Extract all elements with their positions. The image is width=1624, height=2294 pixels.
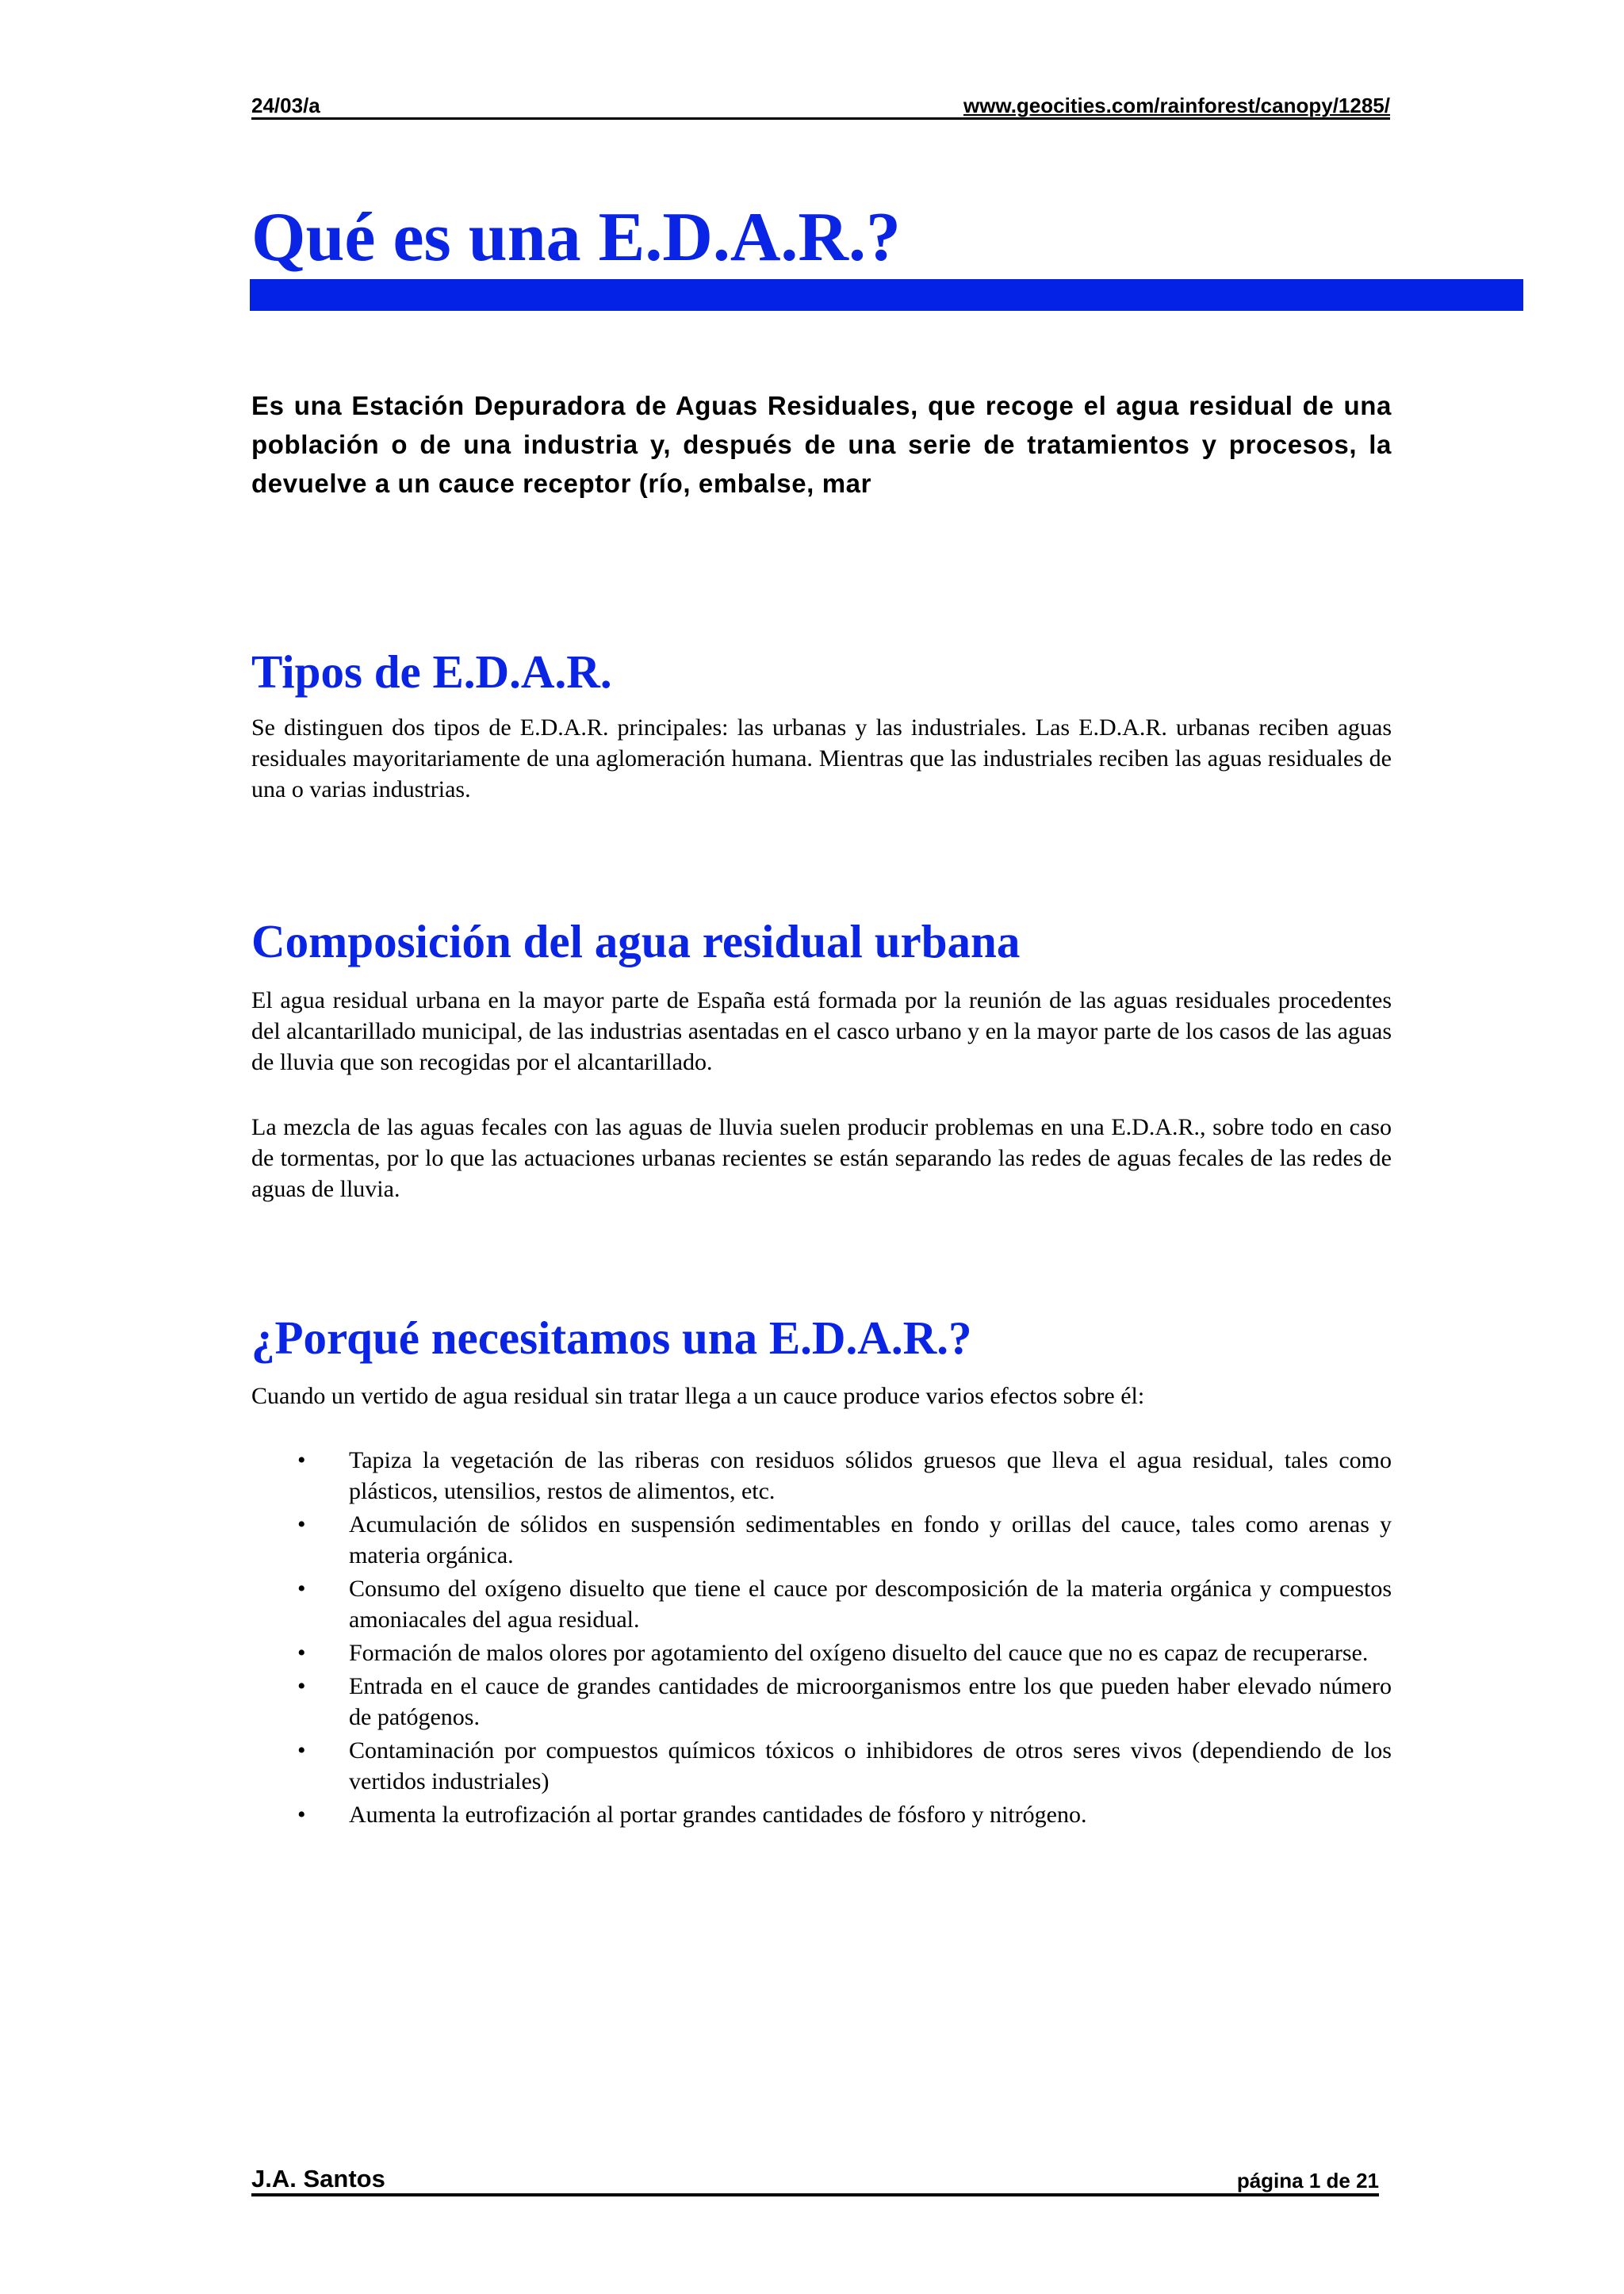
page-title: Qué es una E.D.A.R.? — [251, 199, 901, 276]
list-item — [251, 1799, 1392, 1830]
bullet-icon: • — [297, 1511, 306, 1538]
composicion-paragraph-2: La mezcla de las aguas fecales con las aguas de lluvia suelen producir problemas en una E.D.A.R., sobre todo en caso de tormentas, por lo que las actuaciones urbanas recientes se están separando las redes de aguas fecales de las redes de aguas de lluvia. — [251, 1114, 1392, 1202]
header-url: www.geocities.com/rainforest/canopy/1285/ — [963, 94, 1390, 117]
list-item — [251, 1735, 1392, 1797]
bullet-icon: • — [297, 1576, 306, 1602]
list-item-text: Acumulación de sólidos en suspensión sedimentables en fondo y orillas del cauce, tales como arenas y materia orgánica. — [349, 1511, 1392, 1568]
porque-paragraph: Cuando un vertido de agua residual sin tratar llega a un cauce produce varios efectos sobre él: — [251, 1383, 1145, 1409]
list-item — [251, 1509, 1392, 1571]
page-footer — [251, 2165, 1379, 2196]
heading-composicion: Composición del agua residual urbana — [251, 915, 1021, 967]
heading-tipos: Tipos de E.D.A.R. — [251, 645, 612, 698]
composicion-paragraph-1: El agua residual urbana en la mayor parte de España está formada por la reunión de las aguas residuales procedentes del alcantarillado municipal, de las industrias asentadas en el casco urbano y en la mayor parte de los casos de las aguas de lluvia que son recogidas por el alcantarillado. — [251, 987, 1392, 1075]
bullet-icon: • — [297, 1673, 306, 1699]
list-item-text: Contaminación por compuestos químicos tóxicos o inhibidores de otros seres vivos (dependiendo de los vertidos industriales) — [349, 1737, 1392, 1794]
list-item-text: Tapiza la vegetación de las riberas con residuos sólidos gruesos que lleva el agua residual, tales como plásticos, utensilios, restos de alimentos, etc. — [349, 1447, 1392, 1504]
list-item-text: Formación de malos olores por agotamiento del oxígeno disuelto del cauce que no es capaz de recuperarse. — [349, 1640, 1369, 1666]
list-item — [251, 1445, 1392, 1507]
bullet-icon: • — [297, 1802, 306, 1828]
list-item — [251, 1637, 1392, 1668]
page-header — [251, 92, 1390, 120]
effects-list — [251, 1445, 1392, 1833]
bullet-icon: • — [297, 1640, 306, 1666]
header-date: 24/03/a — [251, 94, 320, 117]
list-item-text: Aumenta la eutrofización al portar grandes cantidades de fósforo y nitrógeno. — [349, 1802, 1087, 1828]
footer-author: J.A. Santos — [251, 2165, 385, 2193]
intro-paragraph: Es una Estación Depuradora de Aguas Residuales, que recoge el agua residual de una población o de una industria y, después de una serie de tratamientos y procesos, la devuelve a un cauce receptor (río, embalse, mar — [251, 391, 1392, 498]
list-item-text: Consumo del oxígeno disuelto que tiene el cauce por descomposición de la materia orgánica y compuestos amoniacales del agua residual. — [349, 1576, 1392, 1633]
bullet-icon: • — [297, 1737, 306, 1764]
list-item — [251, 1671, 1392, 1733]
footer-page-number: página 1 de 21 — [1236, 2169, 1379, 2193]
list-item-text: Entrada en el cauce de grandes cantidades de microorganismos entre los que pueden haber elevado número de patógenos. — [349, 1673, 1392, 1730]
tipos-paragraph: Se distinguen dos tipos de E.D.A.R. principales: las urbanas y las industriales. Las E.D.A.R. urbanas reciben aguas residuales mayoritariamente de una aglomeración humana. Mientras que las industriales reciben las aguas residuales de una o varias industrias. — [251, 714, 1392, 802]
bullet-icon: • — [297, 1447, 306, 1473]
title-underline-bar — [250, 279, 1523, 311]
heading-porque: ¿Porqué necesitamos una E.D.A.R.? — [251, 1312, 972, 1364]
list-item — [251, 1573, 1392, 1635]
